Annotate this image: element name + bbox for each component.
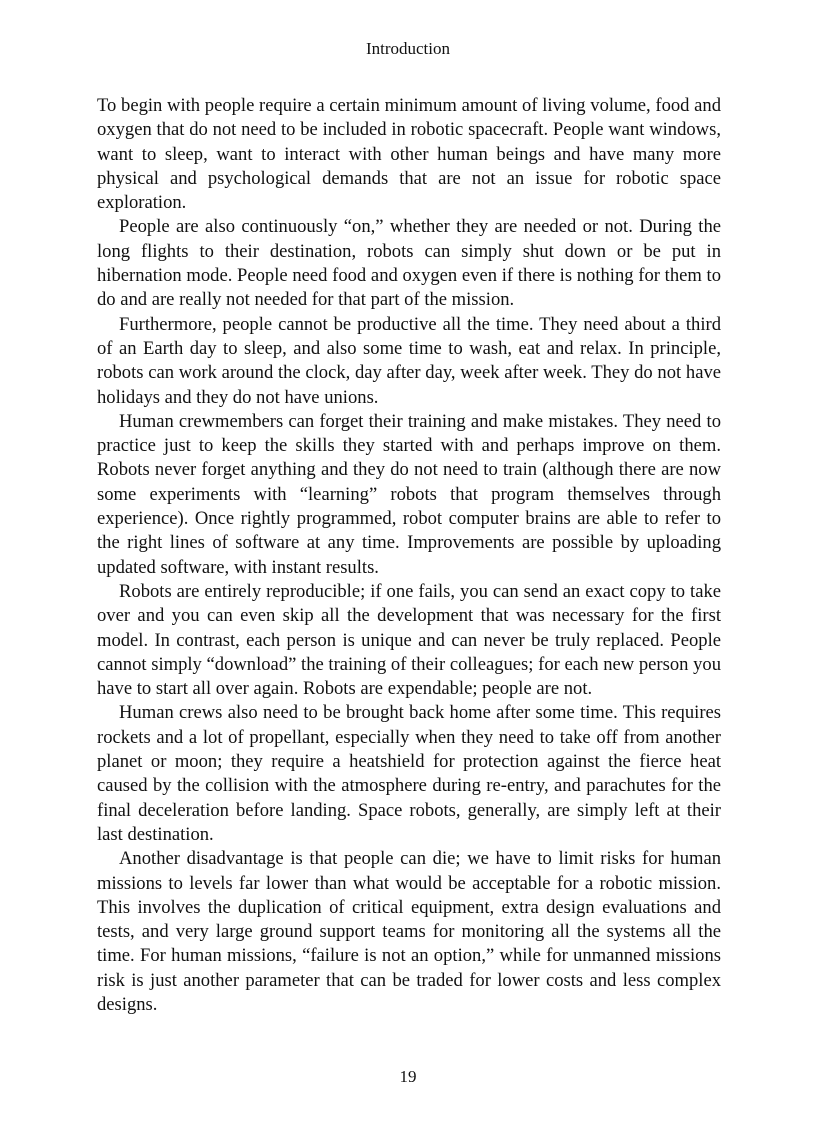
paragraph: Human crews also need to be brought back home after some time. This requires rockets and a lot of propellant, especially when they need to take off from another planet or moon; they require a heatshield for protection against the fierce heat caused by the collision with the atmosphere during re-entry, and parachutes for the final deceleration before landing. Space robots, generally, are simply left at their last destination. [97,702,721,845]
paragraph: Another disadvantage is that people can die; we have to limit risks for human missions to levels far lower than what would be acceptable for a robotic mission. This involves the duplication of critical equipment, extra design evaluations and tests, and very large ground support teams for monitoring all the systems all the time. For human missions, “failure is not an option,” while for unmanned missions risk is just another parameter that can be traded for lower costs and less complex designs. [97,848,721,1015]
body-text [97,94,721,1017]
paragraph: Robots are entirely reproducible; if one fails, you can send an exact copy to take over and you can even skip all the development that was necessary for the first model. In contrast, each person is unique and can never be truly replaced. People cannot simply “download” the training of their colleagues; for each new person you have to start all over again. Robots are expendable; people are not. [97,580,721,700]
paragraph: Human crewmembers can forget their training and make mistakes. They need to practice just to keep the skills they started with and perhaps improve on them. Robots never forget anything and they do not need to train (although there are now some experiments with “learning” robots that program themselves through experience). Once rightly programmed, robot computer brains are able to refer to the right lines of software at any time. Improvements are possible by uploading updated software, with instant results. [97,410,721,578]
paragraph: To begin with people require a certain minimum amount of living volume, food and oxygen that do not need to be included in robotic spacecraft. People want windows, want to sleep, want to interact with other human beings and have many more physical and psychological demands that are not an issue for robotic space exploration. [97,95,721,214]
running-head-title: Introduction [365,39,451,58]
paragraph: People are also continuously “on,” whether they are needed or not. During the long flights to their destination, robots can simply shut down or be put in hibernation mode. People need food and oxygen even if there is nothing for them to do and are really not needed for that part of the mission. [97,216,721,311]
paragraph: Furthermore, people cannot be productive all the time. They need about a third of an Earth day to sleep, and also some time to wash, eat and relax. In principle, robots can work around the clock, day after day, week after week. They do not have holidays and they do not have unions. [97,313,721,408]
page-number: 19 [399,1067,417,1086]
